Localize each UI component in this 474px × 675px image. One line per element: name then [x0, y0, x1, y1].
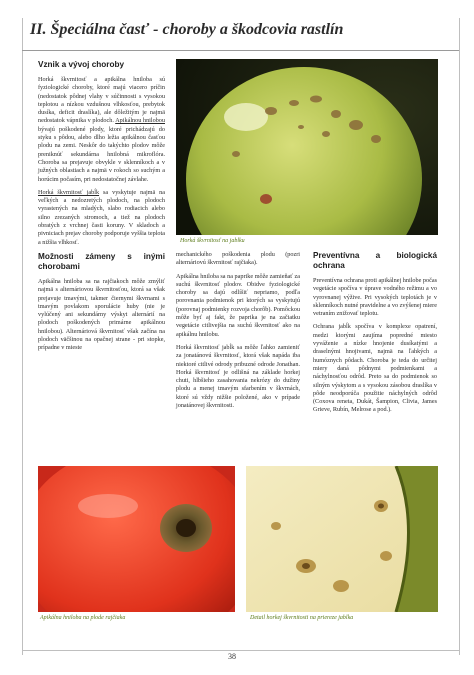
paragraph: Horká škvrnitosť jabĺk sa môže ľahko zamieniť za jonatánovú škvrnitosť, ktorá však napáda iba niektoré citlivé odrody pribuzné odrode Jonathan. Horká škvrnitosť je odlišná na základe horkej chuti, hlbšieho zasahovania nekrózy do dužiny plodu a menej tmavým sfarbením v škvrnách, ktoré sú vždy nižšie položené, ako v prípade jonatánovej škvrnitosti.	[176, 343, 300, 410]
photo-tomato-blossom-end-rot	[38, 466, 235, 612]
paragraph: Apikálna hniloba sa na rajčiakoch môže zmýliť najmä s alternáriovou škvrnitosťou, ktorá sa však prejavuje tmavými, takmer čiernymi škvrnami s tmavým povlakom sporulácie huby (nie je vylúčený ani sekundárny výskyt alternárií na plodoch poškodených primárne apikálnou hnilobou). Alternáriová škvrnitosť však začína na plodoch väčšinou na opačnej strane - pri stopke, prípadne v mieste	[38, 277, 165, 352]
left-column	[38, 60, 165, 358]
apple-image	[176, 59, 438, 235]
page-number: 38	[228, 652, 236, 661]
middle-column	[176, 251, 300, 415]
section-heading-prevention: Preventívna a biologická ochrana	[313, 251, 437, 270]
caption-cross-section-photo: Detail horkej škvrnitosti na priereze jablka	[250, 615, 354, 621]
footer-rule	[22, 650, 459, 651]
tomato-image	[38, 466, 235, 612]
paragraph: mechanického poškodenia plodu (pozri alternáriovú škvrnitosť rajčiaka).	[176, 251, 300, 267]
section-heading-disease-development: Vznik a vývoj choroby	[38, 60, 124, 69]
caption-top-photo: Horká škvrnitosť na jablku	[180, 238, 245, 244]
apple-cross-section-image	[246, 466, 438, 612]
paragraph: Preventívna ochrana proti apikálnej hnilobe počas vegetácie spočíva v úprave vodného režimu a vo vyrovnanej výžive. Pri vysokých teplotách je v sklenníkoch nutné pravidelne a vo zvýšenej miere vetraním znižovať teplotu.	[313, 277, 437, 318]
paragraph: Horká škvrnitosť jabĺk sa vyskytuje najmä na veľkých a nedozretých plodoch, na plodoch vyrastených na mladých, slabo rodiacich alebo silno zrezaných stromoch, a tiež na plodoch obratých z vrchnej časti koruny. V skladoch a pivniciach prejav choroby podporuje vyššia teplota a nižšia vlhkosť.	[38, 188, 165, 246]
right-column	[313, 251, 437, 420]
paragraph: Apikálna hniloba sa na paprike môže zamieňať za suchú škvrnitosť plodov. Obidve fyziologické choroby sa dajú odlíšiť nepriamo, podľa porovnania podmienok pri ktorých sa vyskytujú (porovnaj podmienky rozvoja chorôb). Pomôckou môže byť aj fakt, že paprika je na začiatku vegetácie citlivejšia na suchú škvrnitosť ako na apikálnu hnilobu.	[176, 272, 300, 338]
paragraph: Horká škvrnitosť a apikálna hniloba sú fyziologické choroby, ktoré majú viacero príčin (nedostatok pôdnej vlahy v súčinnosti s vysokou teplotou a nízkou vzdušnou vlhkosťou, prebytok dusíka, deficit draslíka), ale dôležitým je najmä nedostatok vápnika v plodoch. Apikálnou hnilobou bývajú poškodené plody, ktoré prichádzajú do styku s pôdou, alebo dlho ležia apikálnou časťou plodu na zemi. Neskôr do takýchto plodov môže preniknúť sekundárna hnilobná mikroflóra. Choroba sa prejavuje obvykle v sklenníkoch a v južných oblastiach a najmä v rokoch so suchým a horúcim počasím, pri nedostatočnej závlahe.	[38, 76, 165, 183]
page-title: II. Špeciálna časť - choroby a škodcovia rastlín	[30, 21, 344, 38]
section-heading-confusion: Možnosti zámeny s inými chorobami	[38, 251, 165, 271]
caption-tomato-photo: Apikálna hniloba na plode rajčiaka	[40, 615, 126, 621]
photo-apple-cross-section	[246, 466, 438, 612]
paragraph: Ochrana jabĺk spočíva v komplexe opatrení, medzi ktorými zaujíma popredné miesto vyváženie a nízke hnojenie dusíkatými a draselnými hnojivami, najmä na ľahkých a humóznych pôdach. Choroba je teda do určitej miery daná pôdnymi podmienkami a náchylnosťou odrôd. Preto sa do podmienok so silným výskytom a s vysokou zásobou draslíka v pôde neodporúča použitie náchylných odrôd (Coxova reneta, Dukát, Šampion, Clivia, James Grieve, Rubín, Melrose a pod.).	[313, 323, 437, 414]
photo-apple-bitter-pit	[176, 59, 438, 235]
